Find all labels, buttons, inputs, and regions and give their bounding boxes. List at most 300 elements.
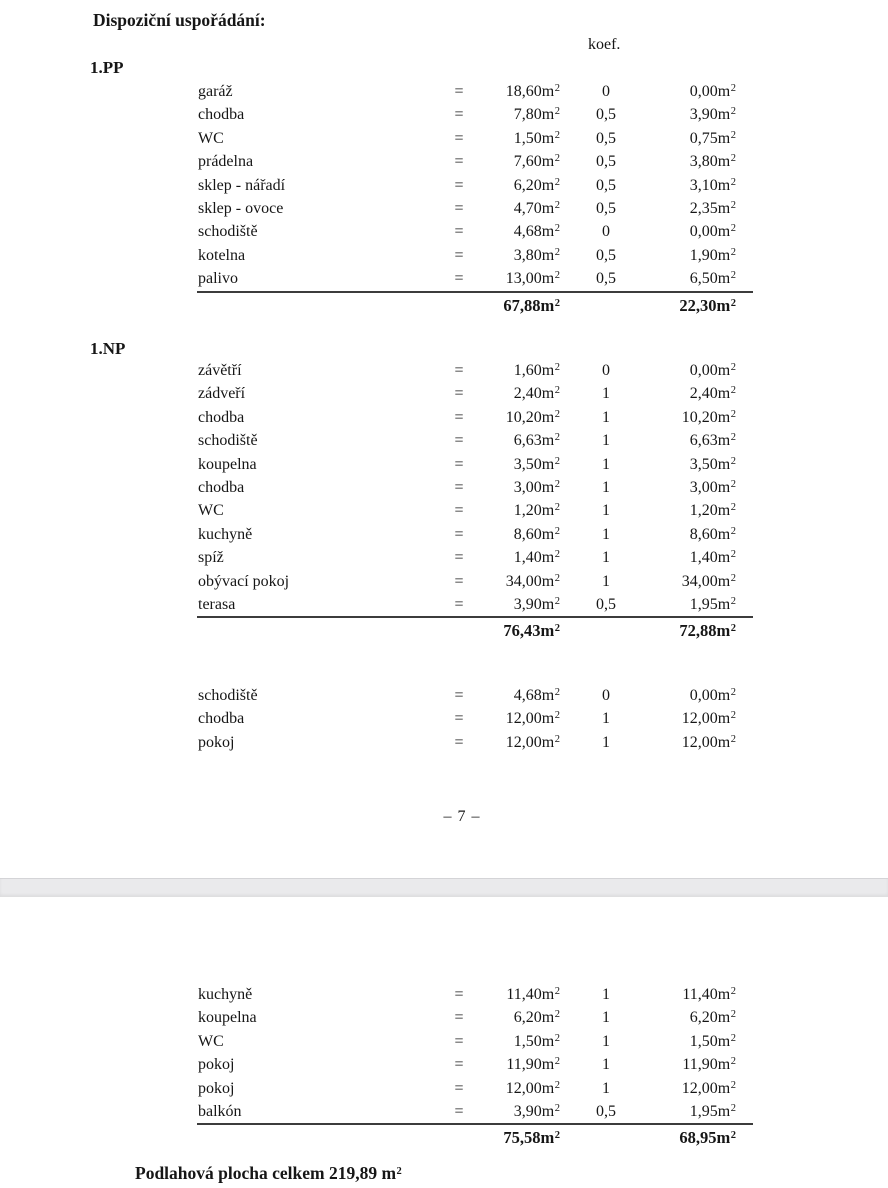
unit-m: m xyxy=(541,408,555,426)
area-value: $1,50m^2$ xyxy=(513,129,560,147)
row-label: garáž xyxy=(198,83,233,100)
total-floor-area-summary xyxy=(135,1163,402,1184)
unit-m: m xyxy=(717,549,731,567)
unit-superscript: 2 xyxy=(554,478,560,490)
unit-m: m xyxy=(541,1079,555,1097)
equals-sign: = xyxy=(454,83,464,100)
unit-m: m xyxy=(541,549,555,567)
result-value: $3,10m^2$ xyxy=(689,176,736,194)
equals-sign: = xyxy=(454,408,464,426)
table-row xyxy=(0,382,888,405)
unit-m: m xyxy=(717,246,731,264)
koef-value: 0 xyxy=(602,362,610,379)
unit-m: m xyxy=(541,106,555,124)
area-value: $1,40m^2$ xyxy=(513,549,560,567)
area-table-upper-floor-continued xyxy=(0,983,888,1151)
unit-superscript: 2 xyxy=(730,710,736,722)
unit-superscript: 2 xyxy=(730,687,736,698)
area-value: $12,00m^2$ xyxy=(505,1079,560,1097)
unit-m: m xyxy=(717,687,731,704)
result-value: $0,00m^2$ xyxy=(689,83,736,100)
koef-value: 0,5 xyxy=(596,199,616,217)
unit-superscript: 2 xyxy=(730,1009,736,1021)
unit-superscript: 2 xyxy=(730,199,736,211)
unit-m: m xyxy=(717,1079,731,1097)
unit-m: m xyxy=(717,153,731,171)
unit-m: m xyxy=(717,502,731,520)
table-row xyxy=(0,983,888,1006)
result-value: $1,90m^2$ xyxy=(689,246,736,264)
row-label: terasa xyxy=(198,595,236,613)
row-label: chodba xyxy=(198,408,245,426)
unit-m: m xyxy=(541,572,555,590)
equals-sign: = xyxy=(454,223,464,241)
table-row xyxy=(0,1030,888,1053)
page-number: – 7 – xyxy=(443,808,481,825)
unit-superscript: 2 xyxy=(730,572,736,584)
area-value: $3,90m^2$ xyxy=(513,1102,560,1120)
unit-superscript: 2 xyxy=(554,129,560,141)
table-row xyxy=(0,406,888,429)
area-value: $6,20m^2$ xyxy=(513,176,560,194)
total-floor-area-label: Podlahová plocha celkem xyxy=(135,1163,325,1183)
area-table-1np xyxy=(0,359,888,644)
row-label: balkón xyxy=(198,1102,242,1120)
result-value: $11,40m^2$ xyxy=(682,986,736,1003)
unit-superscript: 2 xyxy=(730,176,736,188)
table-row xyxy=(0,1006,888,1029)
table-row xyxy=(0,707,888,730)
area-value: $2,40m^2$ xyxy=(513,385,560,403)
row-label: sklep - ovoce xyxy=(198,199,284,217)
area-value: $4,68m^2$ xyxy=(513,223,560,241)
equals-sign: = xyxy=(454,525,464,543)
unit-superscript: 2 xyxy=(730,408,736,420)
equals-sign: = xyxy=(454,549,464,567)
unit-m: m xyxy=(717,106,731,124)
equals-sign: = xyxy=(454,733,464,751)
row-label: chodba xyxy=(198,478,245,496)
unit-m: m xyxy=(541,83,555,100)
area-value: $3,80m^2$ xyxy=(513,246,560,264)
unit-m: m xyxy=(541,1056,555,1074)
result-value: $12,00m^2$ xyxy=(681,710,736,728)
unit-m: m xyxy=(716,1128,731,1148)
unit-m: m xyxy=(541,385,555,403)
area-value: $3,90m^2$ xyxy=(513,595,560,613)
koef-value: 1 xyxy=(602,525,610,543)
unit-superscript: 2 xyxy=(730,549,736,561)
unit-superscript: 2 xyxy=(554,270,560,282)
koef-value: 1 xyxy=(602,408,610,426)
area-value: $13,00m^2$ xyxy=(505,270,560,288)
unit-m: m xyxy=(541,595,555,613)
unit-m: m xyxy=(717,408,731,426)
koef-value: 1 xyxy=(602,478,610,496)
row-label: pokoj xyxy=(198,1079,235,1097)
area-table-1pp xyxy=(0,80,888,319)
total-area-value: $75,58m^2$ xyxy=(503,1128,560,1148)
total-floor-area-value: 219,89 xyxy=(328,1163,378,1183)
unit-m: m xyxy=(717,432,731,450)
equals-sign: = xyxy=(454,129,464,147)
row-label: chodba xyxy=(198,106,245,124)
row-label: schodiště xyxy=(198,687,258,704)
area-value: $6,63m^2$ xyxy=(513,432,560,450)
result-value: $34,00m^2$ xyxy=(681,572,736,590)
area-value: $18,60m^2$ xyxy=(505,83,560,100)
area-value: $11,90m^2$ xyxy=(506,1056,560,1074)
result-value: $1,50m^2$ xyxy=(689,1032,736,1050)
unit-superscript: 2 xyxy=(554,502,560,514)
result-value: $6,20m^2$ xyxy=(689,1009,736,1027)
equals-sign: = xyxy=(454,710,464,728)
row-label: spíž xyxy=(198,549,224,567)
unit-superscript: 2 xyxy=(730,1032,736,1044)
area-value: $1,60m^2$ xyxy=(513,362,560,379)
table-row xyxy=(0,570,888,593)
area-value: $7,60m^2$ xyxy=(513,153,560,171)
unit-superscript: 2 xyxy=(730,1130,736,1142)
unit-m: m xyxy=(541,1102,555,1120)
area-value: $1,20m^2$ xyxy=(513,502,560,520)
koef-value: 1 xyxy=(602,1079,610,1097)
unit-superscript: 2 xyxy=(554,106,560,118)
equals-sign: = xyxy=(454,432,464,450)
unit-superscript: 2 xyxy=(730,478,736,490)
row-label: obývací pokoj xyxy=(198,572,290,590)
unit-m: m xyxy=(541,129,555,147)
unit-m: m xyxy=(540,621,555,641)
row-label: chodba xyxy=(198,710,245,728)
equals-sign: = xyxy=(454,687,464,704)
unit-m: m xyxy=(717,478,731,496)
area-value: $10,20m^2$ xyxy=(505,408,560,426)
result-value: $1,40m^2$ xyxy=(689,549,736,567)
unit-superscript: 2 xyxy=(554,595,560,607)
row-label: kotelna xyxy=(198,246,246,264)
equals-sign: = xyxy=(454,502,464,520)
total-area-value: $76,43m^2$ xyxy=(503,621,560,641)
koef-value: 1 xyxy=(602,572,610,590)
unit-m: m xyxy=(717,1032,731,1050)
area-value: $7,80m^2$ xyxy=(513,106,560,124)
result-value: $1,95m^2$ xyxy=(689,1102,736,1120)
table-row xyxy=(0,453,888,476)
unit-m: m xyxy=(717,199,731,217)
unit-superscript: 2 xyxy=(730,1079,736,1091)
koef-value: 0,5 xyxy=(596,106,616,124)
row-label: kuchyně xyxy=(198,525,253,543)
result-value: $0,00m^2$ xyxy=(689,362,736,379)
unit-m: m xyxy=(717,710,731,728)
unit-m: m xyxy=(717,1056,731,1074)
unit-superscript: 2 xyxy=(554,432,560,444)
unit-m: m xyxy=(541,176,555,194)
unit-m: m xyxy=(541,432,555,450)
unit-superscript: 2 xyxy=(554,408,560,420)
result-value: $3,00m^2$ xyxy=(689,478,736,496)
unit-superscript: 2 xyxy=(554,1130,560,1142)
table-row xyxy=(0,1077,888,1100)
unit-superscript: 2 xyxy=(730,246,736,258)
equals-sign: = xyxy=(454,385,464,403)
unit-superscript: 2 xyxy=(730,385,736,397)
koef-value: 1 xyxy=(602,502,610,520)
row-label: palivo xyxy=(198,270,238,288)
equals-sign: = xyxy=(454,199,464,217)
table-row xyxy=(0,150,888,173)
unit-superscript: 2 xyxy=(730,83,736,94)
unit-m: m xyxy=(541,455,555,473)
row-label: prádelna xyxy=(198,153,254,171)
area-value: $3,00m^2$ xyxy=(513,478,560,496)
area-value: $4,68m^2$ xyxy=(513,687,560,704)
result-value: $6,63m^2$ xyxy=(689,432,736,450)
equals-sign: = xyxy=(454,246,464,264)
koef-value: 1 xyxy=(602,710,610,728)
table-row xyxy=(0,731,888,754)
unit-superscript: 2 xyxy=(554,1009,560,1021)
total-result-value: $68,95m^2$ xyxy=(679,1128,736,1148)
equals-sign: = xyxy=(454,270,464,288)
equals-sign: = xyxy=(454,595,464,613)
equals-sign: = xyxy=(454,1009,464,1027)
equals-sign: = xyxy=(454,1079,464,1097)
area-value: $6,20m^2$ xyxy=(513,1009,560,1027)
unit-superscript: 2 xyxy=(730,595,736,607)
total-result-value: $22,30m^2$ xyxy=(679,295,736,315)
unit-m: m xyxy=(381,1163,397,1183)
result-value: $3,50m^2$ xyxy=(689,455,736,473)
result-value: $3,90m^2$ xyxy=(689,106,736,124)
unit-m: m xyxy=(541,1009,555,1027)
unit-superscript: 2 xyxy=(554,525,560,537)
unit-superscript: 2 xyxy=(554,733,560,745)
unit-superscript: 2 xyxy=(554,1032,560,1044)
unit-superscript: 2 xyxy=(730,106,736,118)
unit-superscript: 2 xyxy=(730,623,736,635)
table-row xyxy=(0,684,888,707)
table-row xyxy=(0,523,888,546)
unit-superscript: 2 xyxy=(554,986,560,997)
koef-value: 1 xyxy=(602,549,610,567)
row-label: schodiště xyxy=(198,223,258,241)
unit-m: m xyxy=(717,176,731,194)
unit-m: m xyxy=(717,1102,731,1120)
unit-superscript: 2 xyxy=(554,246,560,258)
equals-sign: = xyxy=(454,986,464,1003)
table-row xyxy=(0,267,888,290)
koef-value: 0,5 xyxy=(596,176,616,194)
result-value: $12,00m^2$ xyxy=(681,1079,736,1097)
unit-superscript: 2 xyxy=(730,297,736,309)
table-row xyxy=(0,499,888,522)
koef-value: 1 xyxy=(602,1056,610,1074)
equals-sign: = xyxy=(454,455,464,473)
unit-superscript: 2 xyxy=(554,1102,560,1114)
area-value: $4,70m^2$ xyxy=(513,199,560,217)
unit-m: m xyxy=(541,687,555,704)
area-value: $3,50m^2$ xyxy=(513,455,560,473)
unit-m: m xyxy=(717,595,731,613)
unit-m: m xyxy=(717,986,731,1003)
unit-superscript: 2 xyxy=(554,153,560,165)
unit-superscript: 2 xyxy=(730,986,736,997)
unit-superscript: 2 xyxy=(554,687,560,698)
koef-value: 0,5 xyxy=(596,270,616,288)
unit-m: m xyxy=(717,385,731,403)
result-value: $0,75m^2$ xyxy=(689,129,736,147)
koef-value: 0 xyxy=(602,223,610,241)
unit-superscript: 2 xyxy=(730,153,736,165)
area-value: $12,00m^2$ xyxy=(505,733,560,751)
row-label: závětří xyxy=(198,362,242,379)
equals-sign: = xyxy=(454,362,464,379)
unit-m: m xyxy=(541,478,555,496)
result-value: $3,80m^2$ xyxy=(689,153,736,171)
koef-value: 1 xyxy=(602,986,610,1003)
area-value: $1,50m^2$ xyxy=(513,1032,560,1050)
area-value: $34,00m^2$ xyxy=(505,572,560,590)
result-value: $1,95m^2$ xyxy=(689,595,736,613)
table-row xyxy=(0,80,888,103)
result-value: $10,20m^2$ xyxy=(681,408,736,426)
row-label: pokoj xyxy=(198,1056,235,1074)
table-row xyxy=(0,103,888,126)
unit-superscript: 2 xyxy=(554,572,560,584)
area-table-upper-floor-part xyxy=(0,684,888,754)
unit-superscript: 2 xyxy=(730,1056,736,1068)
unit-superscript: 2 xyxy=(554,223,560,235)
unit-superscript: 2 xyxy=(554,710,560,722)
row-label: koupelna xyxy=(198,455,257,473)
equals-sign: = xyxy=(454,1102,464,1120)
unit-superscript: 2 xyxy=(730,455,736,467)
unit-m: m xyxy=(717,455,731,473)
table-row xyxy=(0,1053,888,1076)
unit-superscript: 2 xyxy=(554,1056,560,1068)
unit-superscript: 2 xyxy=(554,362,560,373)
document-title: Dispoziční uspořádání: xyxy=(93,10,266,30)
table-row xyxy=(0,359,888,382)
unit-m: m xyxy=(716,621,731,641)
unit-m: m xyxy=(541,246,555,264)
table-row xyxy=(0,593,888,616)
result-value: $6,50m^2$ xyxy=(689,270,736,288)
koef-value: 0,5 xyxy=(596,1102,616,1120)
unit-superscript: 2 xyxy=(730,525,736,537)
koef-value: 1 xyxy=(602,455,610,473)
unit-m: m xyxy=(717,270,731,288)
table-row xyxy=(0,546,888,569)
unit-superscript: 2 xyxy=(730,733,736,745)
total-area-value: $67,88m^2$ xyxy=(503,295,560,315)
table-row xyxy=(0,476,888,499)
unit-superscript: 2 xyxy=(730,129,736,141)
row-label: zádveří xyxy=(198,385,246,403)
koef-value: 0,5 xyxy=(596,129,616,147)
area-value: $12,00m^2$ xyxy=(505,710,560,728)
unit-m: m xyxy=(717,362,731,379)
section-heading-1pp: 1.PP xyxy=(90,58,124,77)
result-value: $12,00m^2$ xyxy=(681,733,736,751)
koef-value: 1 xyxy=(602,1009,610,1027)
area-value: $8,60m^2$ xyxy=(513,525,560,543)
koef-value: 0,5 xyxy=(596,153,616,171)
koef-value: 1 xyxy=(602,385,610,403)
unit-m: m xyxy=(541,502,555,520)
row-label: schodiště xyxy=(198,432,258,450)
koef-value: 0 xyxy=(602,687,610,704)
table-row xyxy=(0,1100,888,1123)
result-value: $2,35m^2$ xyxy=(689,199,736,217)
unit-m: m xyxy=(541,153,555,171)
total-result-value: $72,88m^2$ xyxy=(679,621,736,641)
equals-sign: = xyxy=(454,1032,464,1050)
unit-superscript: 2 xyxy=(554,297,560,309)
unit-m: m xyxy=(541,270,555,288)
unit-m: m xyxy=(716,295,731,315)
unit-superscript: 2 xyxy=(554,83,560,94)
table-row xyxy=(0,429,888,452)
koef-value: 0,5 xyxy=(596,246,616,264)
unit-superscript: 2 xyxy=(554,549,560,561)
unit-superscript: 2 xyxy=(730,502,736,514)
unit-superscript: 2 xyxy=(554,176,560,188)
unit-m: m xyxy=(717,223,731,241)
document-page-8 xyxy=(0,897,888,1188)
unit-superscript: 2 xyxy=(730,223,736,235)
koef-value: 1 xyxy=(602,432,610,450)
koef-value: 0 xyxy=(602,83,610,100)
result-value: $2,40m^2$ xyxy=(689,385,736,403)
equals-sign: = xyxy=(454,572,464,590)
row-label: kuchyně xyxy=(198,986,253,1003)
equals-sign: = xyxy=(454,153,464,171)
unit-m: m xyxy=(717,733,731,751)
table-row xyxy=(0,220,888,243)
totals-row xyxy=(0,293,888,319)
totals-row xyxy=(0,618,888,644)
unit-m: m xyxy=(541,733,555,751)
row-label: WC xyxy=(198,129,224,147)
unit-m: m xyxy=(717,1009,731,1027)
unit-m: m xyxy=(717,129,731,147)
unit-m: m xyxy=(717,525,731,543)
result-value: $11,90m^2$ xyxy=(682,1056,736,1074)
equals-sign: = xyxy=(454,1056,464,1074)
koef-value: 1 xyxy=(602,733,610,751)
totals-row xyxy=(0,1125,888,1151)
unit-m: m xyxy=(541,710,555,728)
unit-m: m xyxy=(541,1032,555,1050)
unit-superscript: 2 xyxy=(730,1102,736,1114)
row-label: WC xyxy=(198,502,224,520)
result-value: $1,20m^2$ xyxy=(689,502,736,520)
result-value: $0,00m^2$ xyxy=(689,687,736,704)
table-row xyxy=(0,127,888,150)
section-heading-1np: 1.NP xyxy=(90,339,126,358)
result-value: $0,00m^2$ xyxy=(689,223,736,241)
result-value: $8,60m^2$ xyxy=(689,525,736,543)
unit-m: m xyxy=(541,986,555,1003)
equals-sign: = xyxy=(454,478,464,496)
koef-value: 1 xyxy=(602,1032,610,1050)
page-separator xyxy=(0,878,888,897)
row-label: koupelna xyxy=(198,1009,257,1027)
unit-superscript: 2 xyxy=(554,455,560,467)
